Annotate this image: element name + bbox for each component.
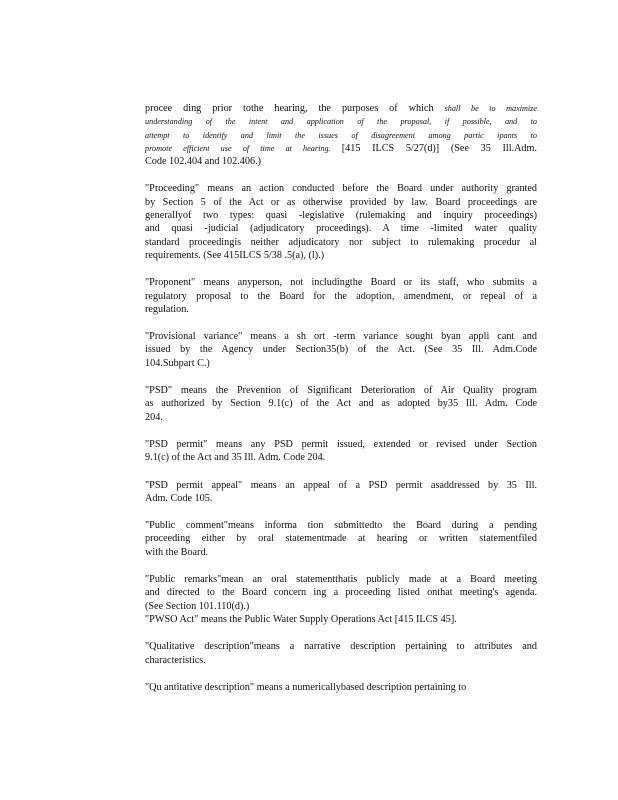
text-line: [145, 330, 537, 343]
text-segment: issued by the Agency under Section35(b) of the Act. (See 35 Ill. Adm.Code: [145, 344, 537, 356]
text-line: [145, 343, 537, 356]
text-line: [145, 492, 537, 505]
text-line: [145, 654, 537, 667]
text-line: [145, 236, 537, 249]
paragraph: [145, 102, 537, 168]
document-body: [145, 102, 537, 708]
text-line: [145, 438, 537, 451]
text-segment: with the Board.: [145, 546, 209, 558]
italic-text: shall be to maximize: [444, 104, 537, 113]
text-line: [145, 600, 537, 613]
italic-text: attempt to identify and limit the issues of disagreement among partic ipants to: [145, 130, 537, 140]
text-line: [145, 142, 537, 155]
text-segment: "PSD permit appeal" means an appeal of a PSD permit asaddressed by 35 Ill.: [145, 479, 537, 491]
paragraph: [145, 613, 537, 626]
text-line: [145, 303, 537, 316]
text-segment: generallyof two types: quasi -legislative (rulemaking and inquiry proceedings): [145, 210, 537, 222]
text-line: [145, 249, 537, 262]
paragraph: [145, 438, 537, 465]
text-segment: 104.Subpart C.): [145, 357, 210, 369]
paragraph: [145, 479, 537, 506]
text-segment: and quasi -judicial (adjudicatory proceedings). A time -limited water quality: [145, 223, 537, 235]
text-line: [145, 397, 537, 410]
text-segment: "PWSO Act" means the Public Water Supply Operations Act [415 ILCS 45].: [145, 613, 457, 625]
text-segment: "Qualitative description"means a narrative description pertaining to attributes and: [145, 641, 537, 653]
text-segment: "PSD permit" means any PSD permit issued, extended or revised under Section: [145, 438, 537, 450]
text-line: [145, 640, 537, 653]
text-line: [145, 209, 537, 222]
paragraph: [145, 681, 537, 694]
text-segment: requirements. (See 415ILCS 5/38 .5(a), (l).): [145, 249, 325, 261]
text-segment: by Section 5 of the Act or as otherwise provided by law. Board proceedings are: [145, 196, 537, 208]
text-line: [145, 276, 537, 289]
text-segment: "PSD" means the Prevention of Significant Deterioration of Air Quality program: [145, 385, 537, 397]
text-line: [145, 613, 537, 626]
paragraph: [145, 573, 537, 613]
text-line: [145, 479, 537, 492]
text-line: [145, 411, 537, 424]
text-segment: Code 102.404 and 102.406.): [145, 156, 262, 168]
text-line: [145, 681, 537, 694]
text-segment: 9.1(c) of the Act and 35 Ill. Adm. Code 204.: [145, 452, 326, 464]
text-line: [145, 519, 537, 532]
text-line: [145, 115, 537, 128]
text-line: [145, 222, 537, 235]
italic-text: promote efficient use of time at hearing.: [145, 143, 342, 153]
text-segment: proceeding either by oral statementmade at hearing or written statementfiled: [145, 533, 537, 545]
text-segment: (See Section 101.110(d).): [145, 600, 250, 612]
paragraph: [145, 640, 537, 667]
text-segment: standard proceedingis neither adjudicatory nor subject to rulemaking procedur al: [145, 236, 537, 248]
text-line: [145, 182, 537, 195]
text-segment: "Provisional variance" means a sh ort -term variance sought byan appli cant and: [145, 331, 537, 343]
text-segment: "Qu antitative description" means a numericallybased description pertaining to: [145, 681, 467, 693]
text-segment: [415 ILCS 5/27(d)] (See 35 Ill.Adm.: [341, 142, 537, 154]
text-segment: regulation.: [145, 303, 189, 315]
italic-text: understanding of the intent and application of the proposal, if possible, and to: [145, 117, 537, 127]
text-segment: "Public remarks"mean an oral statementthatis publicly made at a Board meeting: [145, 574, 537, 586]
text-segment: procee ding prior tothe hearing, the purposes of which: [145, 103, 445, 114]
paragraph: [145, 276, 537, 316]
text-segment: "Proponent" means anyperson, not includingthe Board or its staff, who submits a: [145, 277, 537, 289]
text-line: [145, 546, 537, 559]
text-line: [145, 196, 537, 209]
text-line: [145, 532, 537, 545]
paragraph: [145, 330, 537, 370]
text-line: [145, 129, 537, 142]
text-line: [145, 155, 537, 168]
text-line: [145, 102, 537, 115]
text-line: [145, 573, 537, 586]
text-line: [145, 384, 537, 397]
text-segment: and directed to the Board concern ing a proceeding listed onthat meeting's agenda.: [145, 587, 537, 599]
text-line: [145, 586, 537, 599]
text-line: [145, 290, 537, 303]
text-segment: "Proceeding" means an action conducted before the Board under authority granted: [145, 183, 537, 195]
paragraph: [145, 182, 537, 262]
text-segment: Adm. Code 105.: [145, 492, 213, 504]
text-segment: regulatory proposal to the Board for the adoption, amendment, or repeal of a: [145, 290, 537, 302]
text-segment: as authorized by Section 9.1(c) of the Act and as adopted by35 Ill. Adm. Code: [145, 398, 537, 410]
text-segment: "Public comment"means informa tion submittedto the Board during a pending: [145, 520, 537, 532]
text-segment: characteristics.: [145, 654, 206, 666]
paragraph: [145, 519, 537, 559]
paragraph: [145, 384, 537, 424]
text-line: [145, 451, 537, 464]
text-line: [145, 357, 537, 370]
text-segment: 204.: [145, 411, 163, 423]
